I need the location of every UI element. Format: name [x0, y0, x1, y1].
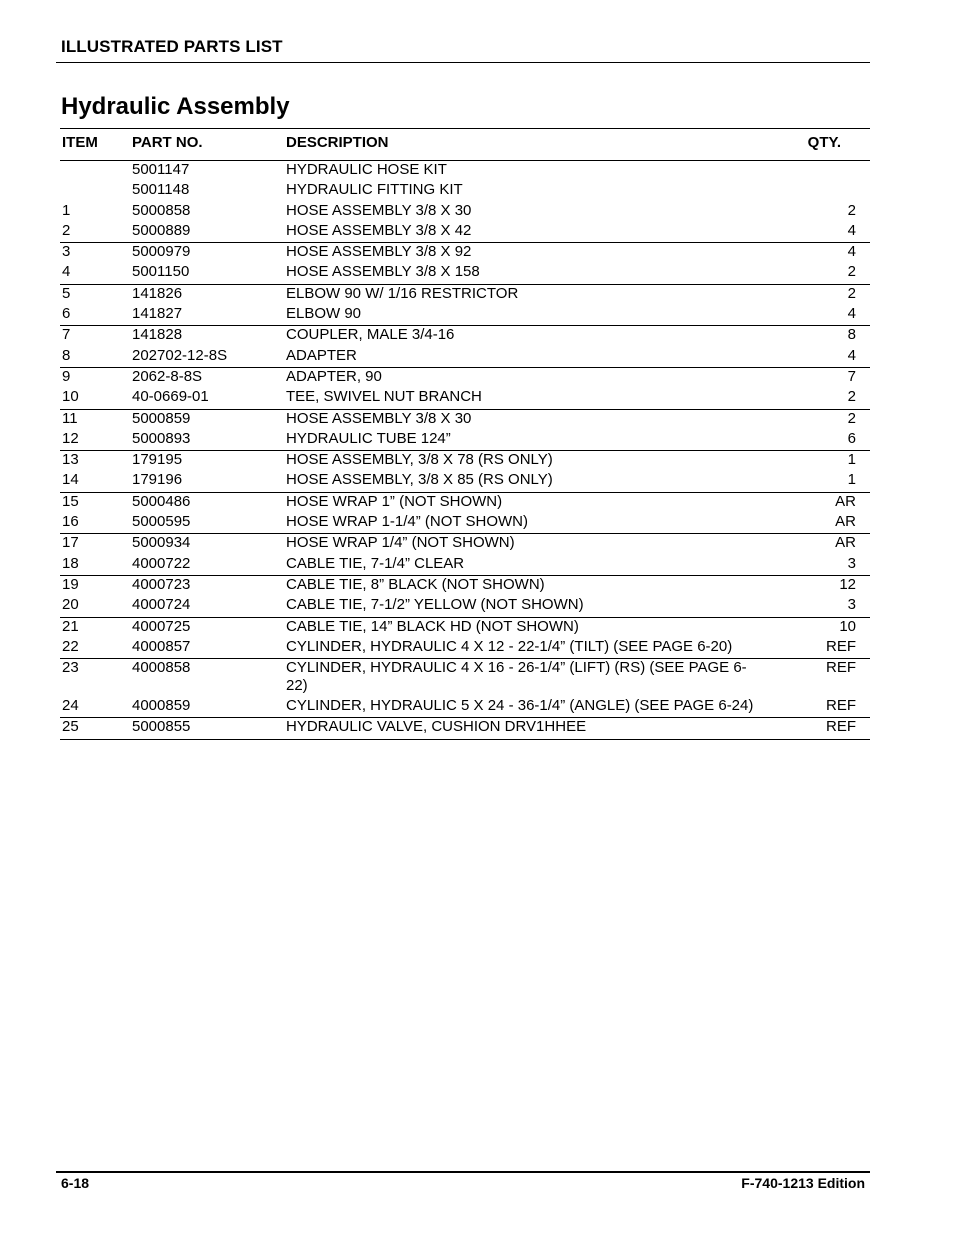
table-row: [60, 347, 870, 367]
cell-description: HOSE ASSEMBLY 3/8 X 30: [286, 409, 472, 427]
cell-description: HOSE WRAP 1/4” (NOT SHOWN): [286, 534, 515, 552]
cell-description: CABLE TIE, 8” BLACK (NOT SHOWN): [286, 575, 545, 593]
table-row: [60, 243, 870, 263]
cell-item: 18: [62, 554, 79, 572]
cell-item: 15: [62, 492, 79, 510]
cell-qty: 3: [847, 596, 856, 614]
table-row-group: [60, 534, 870, 576]
cell-qty: 2: [847, 201, 856, 219]
table-row: [60, 202, 870, 222]
cell-part-no: 4000724: [132, 596, 191, 614]
table-row: [60, 285, 870, 305]
table-row: [60, 534, 870, 554]
cell-item: 22: [62, 637, 79, 655]
cell-item: 1: [62, 201, 71, 219]
column-header-description: DESCRIPTION: [286, 134, 389, 151]
cell-qty: 2: [847, 409, 856, 427]
cell-part-no: 5000486: [132, 492, 191, 510]
cell-part-no: 5000893: [132, 429, 191, 447]
cell-item: 3: [62, 243, 71, 261]
cell-qty: AR: [835, 492, 856, 510]
cell-item: 23: [62, 659, 79, 677]
table-row: [60, 471, 870, 491]
cell-qty: REF: [826, 697, 856, 715]
cell-description: HYDRAULIC VALVE, CUSHION DRV1HHEE: [286, 718, 587, 736]
cell-qty: 2: [847, 388, 856, 406]
cell-part-no: 2062-8-8S: [132, 367, 203, 385]
cell-qty: 4: [847, 346, 856, 364]
table-row: [60, 596, 870, 616]
table-row: [60, 326, 870, 346]
cell-part-no: 5000979: [132, 243, 191, 261]
cell-qty: 2: [847, 284, 856, 302]
cell-qty: 2: [847, 263, 856, 281]
cell-item: 25: [62, 718, 79, 736]
table-row: [60, 659, 870, 697]
cell-qty: 1: [847, 451, 856, 469]
cell-qty: AR: [835, 534, 856, 552]
cell-item: 24: [62, 697, 79, 715]
table-row: [60, 410, 870, 430]
cell-part-no: 141826: [132, 284, 183, 302]
table-body: [60, 161, 870, 740]
table-row: [60, 263, 870, 283]
cell-item: 8: [62, 346, 71, 364]
cell-description: TEE, SWIVEL NUT BRANCH: [286, 388, 482, 406]
cell-part-no: 5001148: [132, 181, 190, 199]
cell-qty: 8: [847, 326, 856, 344]
cell-description: HOSE ASSEMBLY, 3/8 X 85 (RS ONLY): [286, 471, 553, 489]
cell-description: HYDRAULIC HOSE KIT: [286, 161, 447, 178]
cell-qty: REF: [826, 659, 856, 677]
cell-part-no: 4000725: [132, 617, 191, 635]
table-row: [60, 697, 870, 717]
cell-item: 19: [62, 575, 79, 593]
cell-part-no: 179195: [132, 451, 183, 469]
table-row-group: [60, 368, 870, 410]
table-row: [60, 222, 870, 242]
table-header: [60, 128, 870, 161]
cell-description: ADAPTER: [286, 346, 357, 364]
table-row: [60, 181, 870, 201]
cell-description: CABLE TIE, 7-1/2” YELLOW (NOT SHOWN): [286, 596, 584, 614]
cell-qty: 4: [847, 243, 856, 261]
cell-part-no: 40-0669-01: [132, 388, 209, 406]
cell-part-no: 4000857: [132, 637, 191, 655]
cell-description: HOSE ASSEMBLY, 3/8 X 78 (RS ONLY): [286, 451, 553, 469]
cell-item: 16: [62, 513, 79, 531]
table-row: [60, 451, 870, 471]
table-row: [60, 305, 870, 325]
cell-part-no: 5000595: [132, 513, 191, 531]
cell-part-no: 202702-12-8S: [132, 346, 228, 364]
table-row-group: [60, 618, 870, 660]
column-header-part-no: PART NO.: [132, 134, 203, 151]
cell-description: COUPLER, MALE 3/4-16: [286, 326, 455, 344]
cell-description: ELBOW 90: [286, 305, 362, 323]
cell-part-no: 141828: [132, 326, 183, 344]
table-row: [60, 638, 870, 658]
cell-part-no: 5001147: [132, 161, 190, 178]
cell-description: CYLINDER, HYDRAULIC 4 X 16 - 26-1/4” (LIFT) (RS) (SEE PAGE 6-22): [286, 659, 747, 695]
cell-description: HYDRAULIC FITTING KIT: [286, 181, 463, 199]
cell-qty: 4: [847, 221, 856, 239]
cell-qty: 12: [839, 575, 856, 593]
cell-item: 2: [62, 221, 71, 239]
cell-item: 10: [62, 388, 79, 406]
table-row-group: [60, 659, 870, 718]
cell-description: CABLE TIE, 14” BLACK HD (NOT SHOWN): [286, 617, 579, 635]
cell-description: HYDRAULIC TUBE 124”: [286, 429, 451, 447]
cell-description: HOSE ASSEMBLY 3/8 X 158: [286, 263, 480, 281]
cell-part-no: 179196: [132, 471, 183, 489]
cell-description: ADAPTER, 90: [286, 367, 382, 385]
table-row: [60, 388, 870, 408]
table-row-group: [60, 161, 870, 243]
header-divider: [56, 62, 870, 63]
footer-divider: [56, 1171, 870, 1173]
cell-description: HOSE WRAP 1-1/4” (NOT SHOWN): [286, 513, 528, 531]
cell-qty: AR: [835, 513, 856, 531]
table-row: [60, 493, 870, 513]
cell-qty: 3: [847, 554, 856, 572]
cell-item: 5: [62, 284, 71, 302]
cell-item: 9: [62, 367, 71, 385]
table-row: [60, 513, 870, 533]
cell-part-no: 4000722: [132, 554, 191, 572]
table-row-group: [60, 410, 870, 452]
cell-item: 14: [62, 471, 79, 489]
cell-item: 11: [62, 409, 78, 427]
cell-description: HOSE WRAP 1” (NOT SHOWN): [286, 492, 503, 510]
cell-description: HOSE ASSEMBLY 3/8 X 92: [286, 243, 472, 261]
cell-part-no: 4000723: [132, 575, 191, 593]
table-row: [60, 430, 870, 450]
cell-description: ELBOW 90 W/ 1/16 RESTRICTOR: [286, 284, 519, 302]
cell-item: 13: [62, 451, 79, 469]
cell-item: 6: [62, 305, 71, 323]
section-title: Hydraulic Assembly: [61, 93, 290, 120]
cell-part-no: 141827: [132, 305, 183, 323]
cell-qty: 6: [847, 429, 856, 447]
cell-item: 17: [62, 534, 79, 552]
cell-item: 7: [62, 326, 71, 344]
page-number: 6-18: [61, 1175, 90, 1191]
edition-label: F-740-1213 Edition: [741, 1175, 865, 1191]
table-row-group: [60, 451, 870, 493]
table-row-group: [60, 718, 870, 739]
cell-item: 12: [62, 429, 79, 447]
table-row-group: [60, 493, 870, 535]
cell-item: 20: [62, 596, 79, 614]
cell-part-no: 5000858: [132, 201, 191, 219]
parts-table: [60, 128, 870, 740]
cell-part-no: 5000889: [132, 221, 191, 239]
cell-part-no: 5000934: [132, 534, 191, 552]
cell-part-no: 5000859: [132, 409, 191, 427]
cell-part-no: 4000859: [132, 697, 191, 715]
table-row: [60, 618, 870, 638]
cell-description: CYLINDER, HYDRAULIC 5 X 24 - 36-1/4” (ANGLE) (SEE PAGE 6-24): [286, 697, 754, 715]
cell-part-no: 4000858: [132, 659, 191, 677]
table-row-group: [60, 243, 870, 285]
cell-qty: 4: [847, 305, 856, 323]
page-header-title: ILLUSTRATED PARTS LIST: [61, 37, 283, 56]
column-header-qty: QTY.: [807, 134, 841, 151]
table-row: [60, 576, 870, 596]
cell-description: CABLE TIE, 7-1/4” CLEAR: [286, 554, 465, 572]
column-header-item: ITEM: [62, 134, 98, 151]
cell-qty: REF: [826, 637, 856, 655]
table-row: [60, 368, 870, 388]
table-row-group: [60, 326, 870, 368]
table-row-group: [60, 576, 870, 618]
cell-part-no: 5001150: [132, 263, 190, 281]
cell-part-no: 5000855: [132, 718, 191, 736]
cell-qty: REF: [826, 718, 856, 736]
table-row: [60, 161, 870, 181]
cell-description: HOSE ASSEMBLY 3/8 X 42: [286, 221, 472, 239]
cell-item: 21: [62, 617, 79, 635]
table-row: [60, 718, 870, 738]
cell-item: 4: [62, 263, 71, 281]
cell-qty: 1: [847, 471, 856, 489]
cell-description: CYLINDER, HYDRAULIC 4 X 12 - 22-1/4” (TILT) (SEE PAGE 6-20): [286, 637, 733, 655]
cell-qty: 7: [847, 367, 856, 385]
table-row: [60, 555, 870, 575]
cell-description: HOSE ASSEMBLY 3/8 X 30: [286, 201, 472, 219]
table-row-group: [60, 285, 870, 327]
cell-qty: 10: [839, 617, 856, 635]
